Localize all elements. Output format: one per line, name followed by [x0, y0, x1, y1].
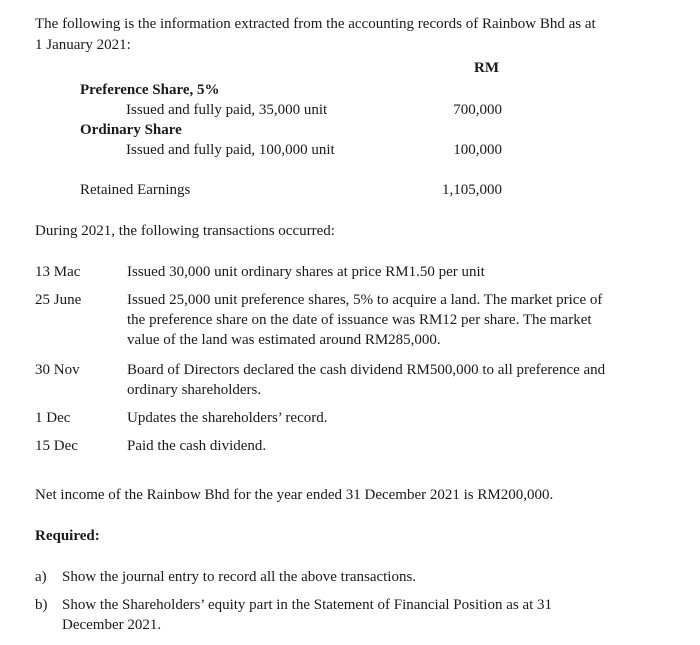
retained-earnings-amount: 1,105,000 [442, 182, 502, 198]
transaction-text: Updates the shareholders’ record. [127, 410, 328, 426]
question-marker: a) [35, 569, 47, 585]
net-income-statement: Net income of the Rainbow Bhd for the year ended 31 December 2021 is RM200,000. [35, 487, 554, 503]
transactions-intro: During 2021, the following transactions occurred: [35, 223, 335, 239]
transaction-date: 15 Dec [35, 438, 78, 454]
question-text: Show the Shareholders’ equity part in the Statement of Financial Position as at 31 [62, 597, 553, 613]
preference-share-heading: Preference Share, 5% [80, 82, 220, 98]
ordinary-share-amount: 100,000 [453, 142, 502, 158]
transaction-date: 25 June [35, 292, 82, 308]
ordinary-share-issued-line: Issued and fully paid, 100,000 unit [126, 142, 335, 158]
transaction-text: Issued 25,000 unit preference shares, 5% to acquire a land. The market price of [127, 292, 603, 308]
transaction-text: ordinary shareholders. [127, 382, 262, 398]
transaction-text: the preference share on the date of issuance was RM12 per share. The market [127, 312, 592, 328]
question-text: December 2021. [62, 617, 162, 633]
required-heading: Required: [35, 528, 100, 544]
transaction-text: value of the land was estimated around RM285,000. [127, 332, 441, 348]
transaction-text: Board of Directors declared the cash dividend RM500,000 to all preference and [127, 362, 606, 378]
transaction-text: Issued 30,000 unit ordinary shares at price RM1.50 per unit [127, 264, 485, 280]
retained-earnings-label: Retained Earnings [80, 182, 191, 198]
question-marker: b) [35, 597, 48, 613]
preference-share-issued-line: Issued and fully paid, 35,000 unit [126, 102, 328, 118]
ordinary-share-heading: Ordinary Share [80, 122, 182, 138]
transaction-date: 1 Dec [35, 410, 71, 426]
intro-line-1: The following is the information extracted from the accounting records of Rainbow Bhd as at [35, 16, 596, 32]
transaction-date: 30 Nov [35, 362, 80, 378]
intro-line-2: 1 January 2021: [35, 37, 131, 53]
preference-share-amount: 700,000 [453, 102, 502, 118]
question-text: Show the journal entry to record all the above transactions. [62, 569, 417, 585]
transaction-date: 13 Mac [35, 264, 81, 280]
currency-header: RM [474, 60, 499, 76]
transaction-text: Paid the cash dividend. [127, 438, 267, 454]
